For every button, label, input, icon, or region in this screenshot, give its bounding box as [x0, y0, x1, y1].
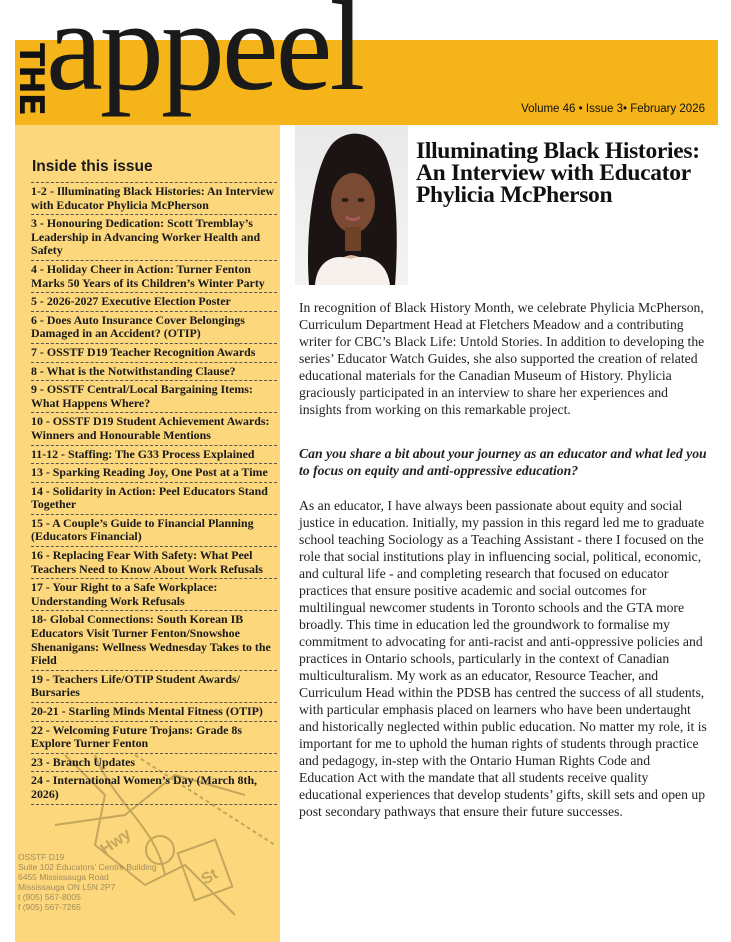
toc-item[interactable]: 4 - Holiday Cheer in Action: Turner Fenton Marks 50 Years of its Children’s Winter Party — [31, 261, 277, 293]
svg-text:St: St — [198, 865, 221, 889]
separator: • — [622, 103, 627, 115]
portrait-photo — [295, 125, 408, 285]
toc-item[interactable]: 18- Global Connections: South Korean IB Educators Visit Turner Fenton/Snowshoe Shenanigans: Wellness Wednesday Takes to the Field — [31, 611, 277, 670]
separator: • — [578, 103, 583, 115]
toc-item[interactable]: 23 - Branch Updates — [31, 754, 277, 773]
toc-item[interactable]: 15 - A Couple’s Guide to Financial Planning (Educators Financial) — [31, 515, 277, 547]
toc-item[interactable]: 16 - Replacing Fear With Safety: What Peel Teachers Need to Know About Work Refusals — [31, 547, 277, 579]
masthead-title: appeel — [46, 0, 362, 117]
toc-item[interactable]: 7 - OSSTF D19 Teacher Recognition Awards — [31, 344, 277, 363]
sidebar-title: Inside this issue — [32, 158, 153, 175]
phone-number: t (905) 567-8005 — [18, 892, 81, 902]
toc-item[interactable]: 1-2 - Illuminating Black Histories: An Interview with Educator Phylicia McPherson — [31, 182, 277, 215]
toc-item[interactable]: 10 - OSSTF D19 Student Achievement Awards: Winners and Honourable Mentions — [31, 413, 277, 445]
toc-item[interactable]: 19 - Teachers Life/OTIP Student Awards/ Bursaries — [31, 671, 277, 703]
toc-item[interactable]: 13 - Sparking Reading Joy, One Post at a Time — [31, 464, 277, 483]
toc-item[interactable]: 8 - What is the Notwithstanding Clause? — [31, 363, 277, 382]
article-body — [299, 299, 709, 820]
toc-item[interactable]: 20-21 - Starling Minds Mental Fitness (OTIP) — [31, 703, 277, 722]
volume-label: Volume 46 — [521, 103, 576, 115]
article-intro: In recognition of Black History Month, we celebrate Phylicia McPherson, Curriculum Department Head at Fletchers Meadow and a contributing writer for CBC’s Black Life: Untold Stories. In addition to developing the series’ Educator Watch Guides, she also supported the creation of related educational materials for the Canadian Museum of History. Phylicia graciously participated in an interview to share her experiences and insights from working on this remarkable project. — [299, 300, 705, 417]
issue-info — [521, 103, 705, 115]
toc-item[interactable]: 3 - Honouring Dedication: Scott Tremblay’s Leadership in Advancing Worker Health and Safety — [31, 215, 277, 261]
address-line: Mississauga ON L5N 2P7 — [18, 882, 116, 892]
sidebar — [15, 125, 280, 942]
table-of-contents — [31, 182, 277, 805]
address-line: 6455 Mississauga Road — [18, 872, 109, 882]
interview-question: Can you share a bit about your journey as an educator and what led you to focus on equity and anti-oppressive education? — [299, 446, 707, 478]
contact-address — [18, 852, 168, 912]
address-line: Suite 102 Educators’ Centre Building — [18, 862, 157, 872]
toc-item[interactable]: 6 - Does Auto Insurance Cover Belongings Damaged in an Accident? (OTIP) — [31, 312, 277, 344]
toc-item[interactable]: 22 - Welcoming Future Trojans: Grade 8s Explore Turner Fenton — [31, 722, 277, 754]
portrait-illustration — [295, 125, 408, 285]
fax-number: f (905) 567-7265 — [18, 902, 81, 912]
toc-item[interactable]: 5 - 2026-2027 Executive Election Poster — [31, 293, 277, 312]
date-label: February 2026 — [630, 103, 705, 115]
address-line: OSSTF D19 — [18, 852, 65, 862]
article-title: Illuminating Black Histories: An Interview with Educator Phylicia McPherson — [416, 138, 700, 208]
toc-item[interactable]: 17 - Your Right to a Safe Workplace: Understanding Work Refusals — [31, 579, 277, 611]
masthead-the: THE — [10, 43, 51, 115]
toc-item[interactable]: 11-12 - Staffing: The G33 Process Explained — [31, 446, 277, 465]
svg-text:Hwy: Hwy — [97, 825, 135, 859]
interview-answer: As an educator, I have always been passionate about equity and social justice in education. Initially, my passion in this regard led me to graduate school teaching Sociology as a Teaching Assistant - there I focused on the role that social institutions play in influencing social, political, economic, and cultural life - and completing research that focused on educator practices that ensure positive academic and social outcomes for multilingual newcomer students in Toronto schools and the GTA more broadly. This time in education led the groundwork to formalise my commitment to advocating for anti-racist and anti-oppressive policies and practices in Ontario schools, particularly in the context of Canadian multiculturalism. My work as an educator, Resource Teacher, and Curriculum Head within the PDSB has centred the success of all students, with particular emphasis placed on learners who have been undertaught and historically neglected within public education. No matter my role, it is important for me to uphold the human rights of students through practice and pedagogy, in-step with the Ontario Human Rights Code and Education Act with the mandate that all students receive quality educational experiences that develop students’ gifts, skill sets and open up post secondary pathways that ensure their future successes. — [299, 498, 707, 819]
issue-label: Issue 3 — [585, 103, 623, 115]
toc-item[interactable]: 14 - Solidarity in Action: Peel Educators Stand Together — [31, 483, 277, 515]
toc-item[interactable]: 9 - OSSTF Central/Local Bargaining Items: What Happens Where? — [31, 381, 277, 413]
toc-item[interactable]: 24 - International Women’s Day (March 8th, 2026) — [31, 772, 277, 804]
